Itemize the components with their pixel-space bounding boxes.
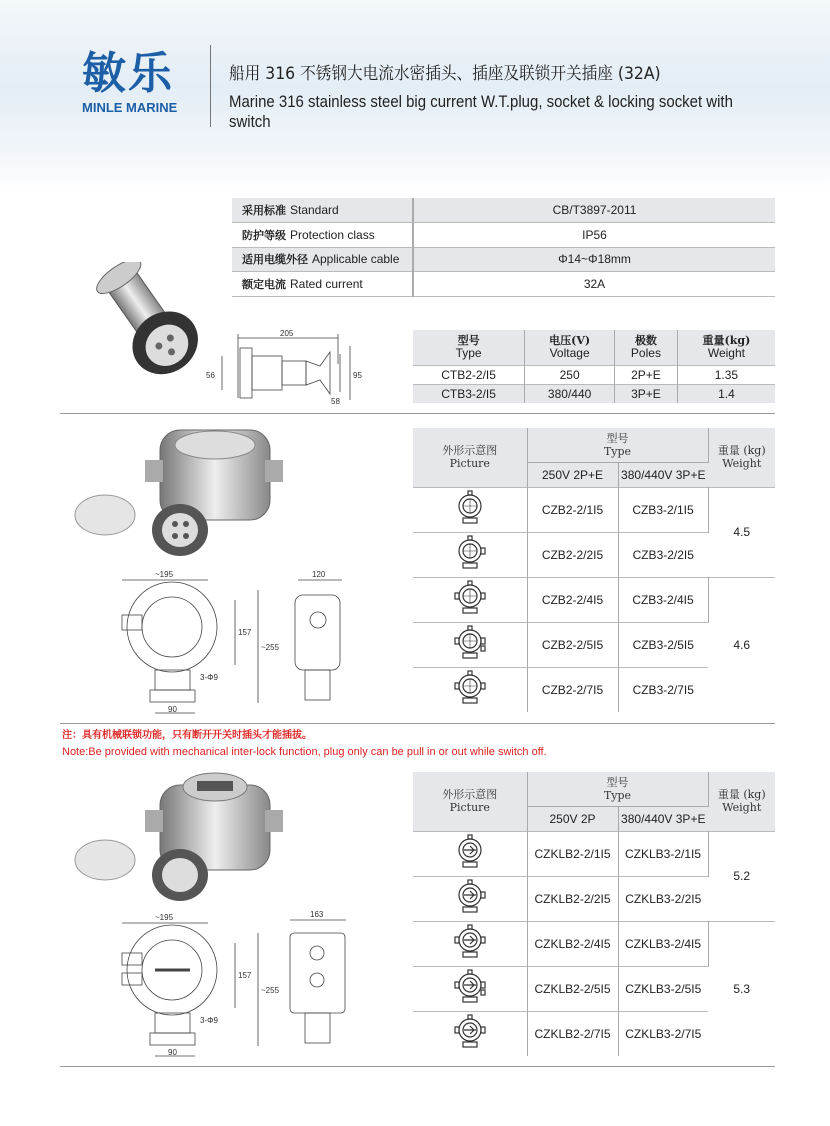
type-cell: CZKLB3-2/2I5	[618, 876, 708, 921]
weight-header-en: Weight	[722, 457, 762, 471]
title-english: Marine 316 stainless steel big current W.T.plug, socket & locking socket with switch	[229, 92, 733, 131]
locking-socket-outline-icon	[450, 832, 490, 872]
spec-row	[232, 247, 775, 272]
weight-cell: 4.5	[708, 487, 775, 577]
picture-cell	[413, 577, 527, 622]
picture-cell	[413, 921, 527, 966]
page-bottom-line	[60, 1066, 775, 1067]
socket-outline-icon	[450, 488, 490, 528]
spec-label	[232, 247, 413, 272]
type-cell: CZKLB3-2/7I5	[618, 1011, 708, 1056]
type-header-zh: 型号	[606, 431, 629, 445]
socket-outline-icon	[450, 668, 490, 708]
type-header-en: Type	[603, 444, 632, 458]
dim-width: ~195	[155, 913, 174, 922]
picture-cell	[413, 532, 527, 577]
spec-label-zh: 额定电流	[242, 277, 286, 291]
spec-label-zh: 采用标准	[242, 204, 286, 217]
weight-cell: 4.6	[708, 577, 775, 712]
table-row	[413, 487, 775, 532]
type-cell: CZB3-2/2I5	[618, 532, 708, 577]
dim-holes: 3-Φ9	[200, 1016, 218, 1025]
voltage-col-2: 380/440V 3P+E	[618, 462, 708, 487]
dim-d1: 56	[206, 371, 215, 380]
type-cell: CZKLB2-2/7I5	[527, 1011, 618, 1056]
picture-cell	[413, 831, 527, 876]
picture-cell	[413, 622, 527, 667]
type-cell: CZB3-2/1I5	[618, 487, 708, 532]
type-cell: CZB2-2/5I5	[527, 622, 618, 667]
picture-cell	[413, 966, 527, 1011]
header-zh: 重量(kg)	[702, 334, 751, 348]
locking-socket-dimension-drawing	[110, 908, 360, 1063]
picture-header	[413, 772, 527, 831]
section-divider	[60, 723, 775, 724]
socket-outline-icon	[450, 533, 490, 573]
picture-header-en: Picture	[449, 457, 490, 471]
picture-cell	[413, 667, 527, 712]
type-cell: CZKLB2-2/4I5	[527, 921, 618, 966]
socket-outline-icon	[450, 578, 490, 618]
socket-photo	[65, 420, 295, 565]
locking-socket-photo	[65, 765, 295, 910]
logo-english: MINLE MARINE	[82, 100, 178, 115]
table-cell: 2P+E	[615, 365, 678, 384]
spec-label-en: Applicable cable	[312, 252, 400, 267]
socket-dimension-drawing	[110, 565, 360, 720]
spec-label	[232, 272, 413, 297]
header-en: Weight	[707, 346, 745, 361]
spec-label-zh: 防护等级	[242, 228, 286, 242]
header-zh: 电压(V)	[549, 334, 591, 348]
voltage-col-2: 380/440V 3P+E	[618, 806, 708, 831]
type-cell: CZKLB3-2/1I5	[618, 831, 708, 876]
dim-base: 90	[168, 1048, 177, 1057]
spec-value: IP56	[413, 223, 775, 248]
picture-header-zh: 外形示意图	[442, 444, 498, 458]
type-cell: CZKLB2-2/1I5	[527, 831, 618, 876]
header-divider	[210, 45, 211, 127]
table-row	[413, 577, 775, 622]
header-en: Poles	[630, 346, 661, 361]
logo-chinese: 敏乐	[82, 48, 174, 99]
spec-row	[232, 223, 775, 248]
note-english: Note:Be provided with mechanical inter-lock function, plug only can be pull in or out while switch off.	[62, 746, 547, 758]
type-cell: CZB3-2/5I5	[618, 622, 708, 667]
type-cell: CZKLB2-2/2I5	[527, 876, 618, 921]
plug-header-cell	[615, 330, 678, 365]
table-cell: 3P+E	[615, 384, 678, 403]
table-cell: CTB3-2/I5	[413, 384, 525, 403]
header-row	[413, 772, 775, 806]
spec-table	[232, 198, 775, 297]
header-zh: 极数	[634, 334, 657, 348]
header-row	[413, 428, 775, 462]
spec-label	[232, 223, 413, 248]
locking-socket-outline-icon	[450, 1012, 490, 1052]
weight-cell: 5.3	[708, 921, 775, 1056]
section-divider	[60, 413, 775, 414]
table-row	[413, 365, 775, 384]
type-header	[527, 772, 708, 806]
locking-socket-type-table	[413, 772, 775, 1056]
spec-label-en: Standard	[290, 203, 339, 217]
type-cell: CZB2-2/7I5	[527, 667, 618, 712]
picture-header-en: Picture	[449, 801, 490, 815]
table-cell: 1.35	[677, 365, 775, 384]
type-header-zh: 型号	[606, 775, 629, 789]
dim-length: 205	[280, 329, 294, 338]
spec-label-en: Protection class	[290, 227, 375, 242]
voltage-col-1: 250V 2P+E	[527, 462, 618, 487]
type-cell: CZB2-2/1I5	[527, 487, 618, 532]
weight-header-zh: 重量 (kg)	[717, 444, 766, 458]
weight-header	[708, 428, 775, 487]
weight-cell: 5.2	[708, 831, 775, 921]
dim-holes: 3-Φ9	[200, 673, 218, 682]
dim-d3: 95	[353, 371, 362, 380]
plug-dimension-drawing	[200, 328, 372, 408]
spec-label-zh: 适用电缆外径	[242, 253, 308, 267]
type-header-en: Type	[603, 788, 632, 802]
table-cell: 380/440	[525, 384, 615, 403]
picture-cell	[413, 487, 527, 532]
locking-socket-outline-icon	[450, 967, 490, 1007]
table-row	[413, 384, 775, 403]
spec-label	[232, 198, 413, 223]
picture-header-zh: 外形示意图	[442, 788, 498, 802]
type-cell: CZB2-2/2I5	[527, 532, 618, 577]
dim-depth: 163	[310, 910, 324, 919]
header-en: Type	[455, 346, 482, 361]
table-cell: 1.4	[677, 384, 775, 403]
dim-height2: ~255	[261, 986, 280, 995]
weight-header-en: Weight	[722, 801, 762, 815]
title-chinese: 船用 316 不锈钢大电流水密插头、插座及联锁开关插座 (32A)	[229, 64, 661, 84]
header-en: Voltage	[549, 346, 590, 361]
weight-header	[708, 772, 775, 831]
dim-base: 90	[168, 705, 177, 714]
type-cell: CZB3-2/7I5	[618, 667, 708, 712]
plug-header-row	[413, 330, 775, 365]
spec-value: CB/T3897-2011	[413, 198, 775, 223]
type-cell: CZKLB3-2/5I5	[618, 966, 708, 1011]
table-cell: CTB2-2/I5	[413, 365, 525, 384]
socket-type-table	[413, 428, 775, 712]
plug-header-cell	[525, 330, 615, 365]
header-zh: 型号	[457, 334, 480, 348]
dim-height1: 157	[238, 628, 252, 637]
type-header	[527, 428, 708, 462]
weight-header-zh: 重量 (kg)	[717, 788, 766, 802]
table-cell: 250	[525, 365, 615, 384]
plug-photo	[90, 262, 215, 387]
plug-header-cell	[413, 330, 525, 365]
table-row	[413, 921, 775, 966]
spec-value: 32A	[413, 272, 775, 297]
spec-row	[232, 272, 775, 297]
dim-depth: 120	[312, 570, 326, 579]
spec-row	[232, 198, 775, 223]
picture-header	[413, 428, 527, 487]
spec-value: Φ14~Φ18mm	[413, 247, 775, 272]
picture-cell	[413, 1011, 527, 1056]
spec-label-en: Rated current	[290, 276, 363, 291]
table-row	[413, 831, 775, 876]
plug-type-table	[413, 330, 775, 403]
dim-d2: 58	[331, 397, 340, 406]
socket-outline-icon	[450, 623, 490, 663]
locking-socket-outline-icon	[450, 877, 490, 917]
voltage-col-1: 250V 2P	[527, 806, 618, 831]
dim-height1: 157	[238, 971, 252, 980]
type-cell: CZKLB3-2/4I5	[618, 921, 708, 966]
plug-header-cell	[677, 330, 775, 365]
locking-socket-outline-icon	[450, 922, 490, 962]
note-chinese: 注：具有机械联锁功能，只有断开开关时插头才能插拔。	[62, 730, 312, 741]
dim-height2: ~255	[261, 643, 280, 652]
picture-cell	[413, 876, 527, 921]
type-cell: CZB3-2/4I5	[618, 577, 708, 622]
dim-width: ~195	[155, 570, 174, 579]
type-cell: CZKLB2-2/5I5	[527, 966, 618, 1011]
type-cell: CZB2-2/4I5	[527, 577, 618, 622]
